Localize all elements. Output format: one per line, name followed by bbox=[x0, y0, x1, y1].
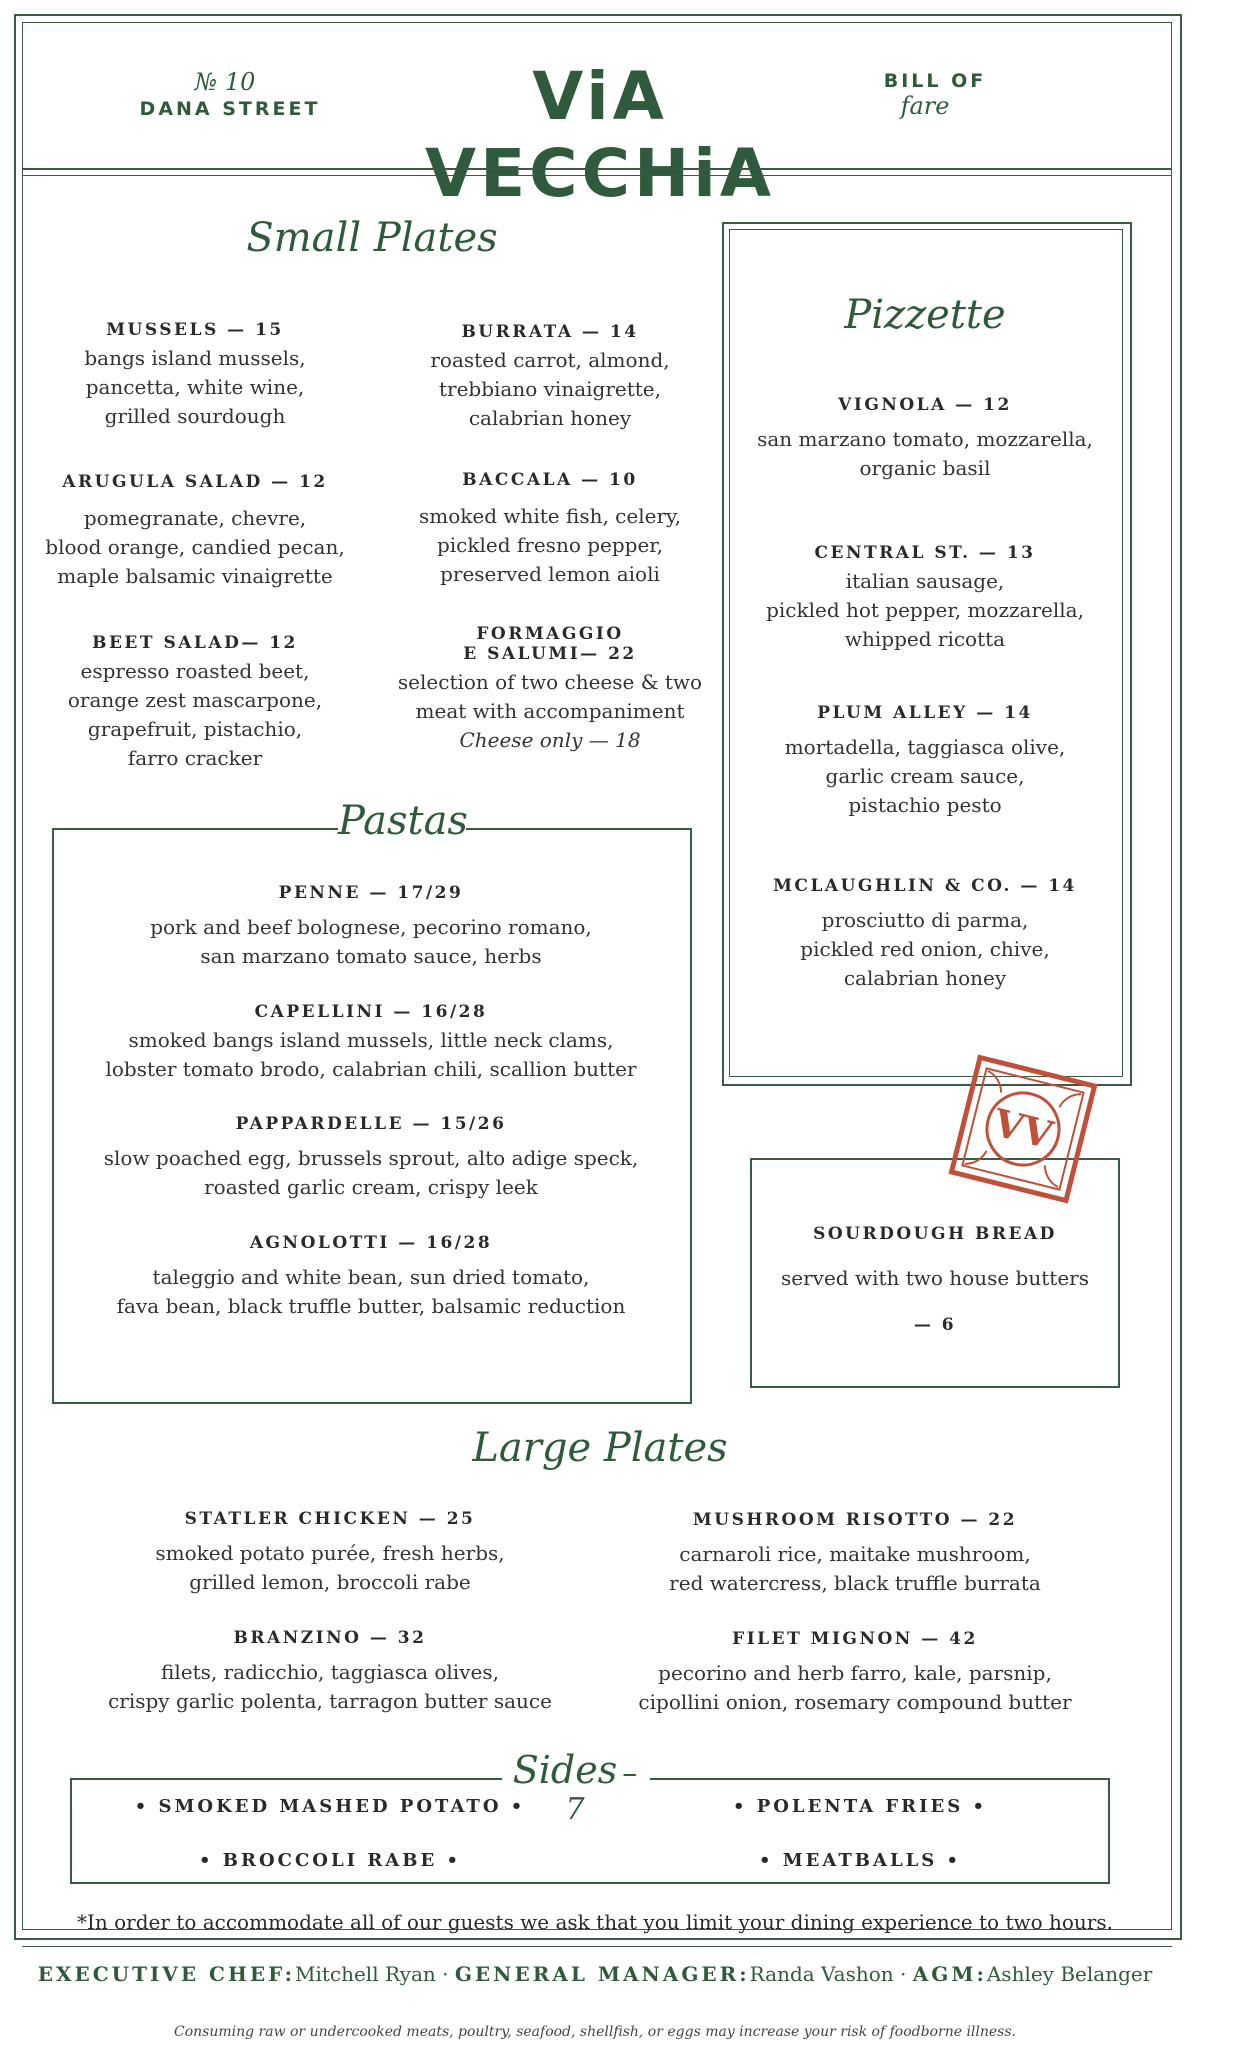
sides-rule-right bbox=[650, 1778, 1108, 1780]
staff-credits bbox=[30, 1962, 1160, 1986]
menu-item-arugula-salad bbox=[40, 472, 350, 591]
pastas-rule-left bbox=[52, 828, 338, 830]
item-description: selection of two cheese & two meat with accompaniment Cheese only — 18 bbox=[380, 668, 720, 755]
header-divider-thin bbox=[22, 175, 1172, 176]
menu-item-agnolotti bbox=[62, 1233, 680, 1321]
side-smoked-mashed-potato: • SMOKED MASHED POTATO • bbox=[134, 1796, 526, 1817]
item-description: roasted carrot, almond, trebbiano vinaigrette, calabrian honey bbox=[430, 348, 670, 430]
menu-item-central-st bbox=[742, 543, 1108, 654]
item-description: san marzano tomato, mozzarella, organic basil bbox=[757, 427, 1093, 480]
menu-item-mushroom-risotto bbox=[600, 1510, 1110, 1598]
fare-label: fare bbox=[900, 92, 950, 120]
item-description: served with two house butters bbox=[781, 1266, 1089, 1290]
menu-item-vignola bbox=[742, 395, 1108, 483]
menu-item-plum-alley bbox=[742, 703, 1108, 820]
item-title: ARUGULA SALAD — 12 bbox=[62, 472, 328, 492]
item-description: bangs island mussels, pancetta, white wine, grilled sourdough bbox=[84, 346, 306, 428]
item-title: CENTRAL ST. — 13 bbox=[814, 543, 1036, 563]
item-description: carnaroli rice, maitake mushroom, red watercress, black truffle burrata bbox=[669, 1542, 1041, 1595]
item-title: BACCALA — 10 bbox=[462, 470, 638, 490]
pastas-rule-right bbox=[466, 828, 690, 830]
bill-of-label: BILL OF bbox=[883, 70, 987, 92]
item-description: taleggio and white bean, sun dried tomato, fava bean, black truffle butter, balsamic reduction bbox=[116, 1265, 626, 1318]
small-plates-heading: Small Plates bbox=[246, 215, 498, 261]
menu-item-capellini bbox=[62, 1002, 680, 1084]
pastas-heading: Pastas bbox=[338, 798, 468, 844]
menu-item-baccala bbox=[380, 470, 720, 589]
item-title: FILET MIGNON — 42 bbox=[732, 1629, 978, 1649]
chef-name: Mitchell Ryan bbox=[294, 1962, 436, 1986]
restaurant-name: ViA VECCHiA bbox=[425, 58, 775, 212]
menu-item-beet-salad bbox=[40, 633, 350, 773]
menu-item-burrata bbox=[380, 322, 720, 433]
gm-label: GENERAL MANAGER: bbox=[454, 1962, 750, 1986]
menu-item-filet-mignon bbox=[600, 1629, 1110, 1717]
food-safety-disclaimer: Consuming raw or undercooked meats, poultry, seafood, shellfish, or eggs may increase your risk of foodborne illness. bbox=[173, 2024, 1017, 2040]
sides-title: Sides bbox=[512, 1748, 618, 1792]
item-title: PLUM ALLEY — 14 bbox=[817, 703, 1033, 723]
item-title: BURRATA — 14 bbox=[461, 322, 639, 342]
cheese-only-price: Cheese only — 18 bbox=[459, 728, 641, 752]
separator: · bbox=[900, 1962, 907, 1986]
menu-item-branzino bbox=[70, 1628, 590, 1716]
item-title: BEET SALAD— 12 bbox=[92, 633, 298, 653]
item-title: AGNOLOTTI — 16/28 bbox=[249, 1233, 493, 1253]
pizzette-heading: Pizzette bbox=[844, 292, 1006, 338]
footer-divider bbox=[22, 1946, 1172, 1947]
separator: · bbox=[442, 1962, 449, 1986]
item-title: MCLAUGHLIN & CO. — 14 bbox=[773, 876, 1077, 896]
dining-time-note: *In order to accommodate all of our guests we ask that you limit your dining experience to two hours. bbox=[77, 1910, 1113, 1934]
menu-item-penne bbox=[62, 883, 680, 971]
menu-item-formaggio-e-salumi bbox=[380, 624, 720, 755]
item-description: smoked potato purée, fresh herbs, grilled lemon, broccoli rabe bbox=[155, 1541, 505, 1594]
address-street: DANA STREET bbox=[139, 98, 321, 120]
item-title: MUSSELS — 15 bbox=[106, 320, 284, 340]
item-description: italian sausage, pickled hot pepper, mozzarella, whipped ricotta bbox=[766, 569, 1084, 651]
item-title: SOURDOUGH BREAD bbox=[813, 1224, 1057, 1244]
item-description: mortadella, taggiasca olive, garlic cream sauce, pistachio pesto bbox=[784, 735, 1066, 817]
item-price: — 6 bbox=[913, 1315, 957, 1335]
sides-rule-left bbox=[70, 1778, 502, 1780]
item-title: BRANZINO — 32 bbox=[233, 1628, 427, 1648]
stamp-monogram: VV bbox=[989, 1099, 1058, 1158]
item-description: espresso roasted beet, orange zest mascarpone, grapefruit, pistachio, farro cracker bbox=[67, 659, 323, 770]
item-title: PAPPARDELLE — 15/26 bbox=[235, 1114, 507, 1134]
item-description: pork and beef bolognese, pecorino romano, san marzano tomato sauce, herbs bbox=[150, 915, 592, 968]
item-title: PENNE — 17/29 bbox=[278, 883, 464, 903]
item-title: STATLER CHICKEN — 25 bbox=[184, 1509, 476, 1529]
menu-item-mclaughlin-and-co bbox=[742, 876, 1108, 993]
chef-label: EXECUTIVE CHEF: bbox=[37, 1962, 295, 1986]
side-meatballs: • MEATBALLS • bbox=[758, 1850, 962, 1871]
side-polenta-fries: • POLENTA FRIES • bbox=[732, 1796, 988, 1817]
side-broccoli-rabe: • BROCCOLI RABE • bbox=[199, 1850, 461, 1871]
item-description: smoked white fish, celery, pickled fresno pepper, preserved lemon aioli bbox=[418, 504, 682, 586]
menu-item-sourdough-bread bbox=[752, 1224, 1118, 1335]
item-description: prosciutto di parma, pickled red onion, chive, calabrian honey bbox=[800, 908, 1050, 990]
item-title: CAPELLINI — 16/28 bbox=[254, 1002, 488, 1022]
menu-item-pappardelle bbox=[62, 1114, 680, 1202]
menu-item-mussels bbox=[40, 320, 350, 431]
gm-name: Randa Vashon bbox=[749, 1962, 894, 1986]
header-divider bbox=[22, 168, 1172, 170]
agm-label: AGM: bbox=[912, 1962, 987, 1986]
large-plates-heading: Large Plates bbox=[472, 1425, 728, 1471]
item-description: filets, radicchio, taggiasca olives, crispy garlic polenta, tarragon butter sauce bbox=[108, 1660, 552, 1713]
sides-price: – 7 bbox=[565, 1756, 638, 1827]
agm-name: Ashley Belanger bbox=[986, 1962, 1153, 1986]
item-description: smoked bangs island mussels, little neck clams, lobster tomato brodo, calabrian chili, scallion butter bbox=[105, 1028, 637, 1081]
item-description: pomegranate, chevre, blood orange, candied pecan, maple balsamic vinaigrette bbox=[45, 506, 345, 588]
item-title: FORMAGGIO E SALUMI— 22 bbox=[463, 624, 637, 664]
item-title: VIGNOLA — 12 bbox=[838, 395, 1012, 415]
item-title: MUSHROOM RISOTTO — 22 bbox=[692, 1510, 1018, 1530]
item-description: slow poached egg, brussels sprout, alto adige speck, roasted garlic cream, crispy leek bbox=[103, 1146, 639, 1199]
menu-item-statler-chicken bbox=[70, 1509, 590, 1597]
item-description: pecorino and herb farro, kale, parsnip, cipollini onion, rosemary compound butter bbox=[638, 1661, 1072, 1714]
address-number: № 10 bbox=[194, 68, 256, 96]
